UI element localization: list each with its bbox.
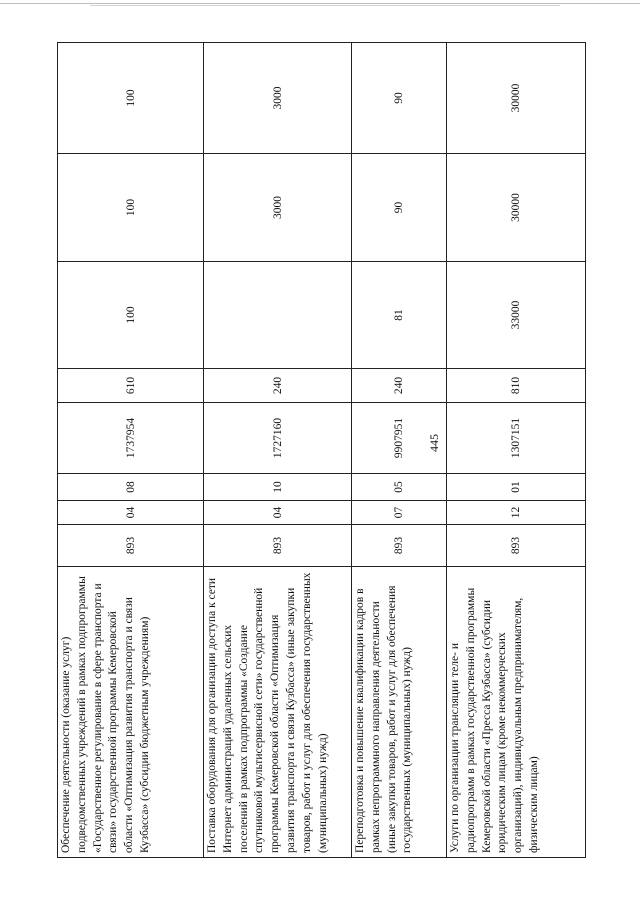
- amount-year-2: 30000: [447, 154, 586, 262]
- amount-year-1: 33000: [447, 262, 586, 369]
- row-description: Услуги по организации трансляции теле- и радиопрограмм в рамках государственной программы Кемеровской области «Пресса Кузбасса» (субсидии юридическим лицам (кроме некоммерческих организаций), индивидуальным предпринимателям, физическим лицам): [447, 567, 586, 858]
- top-rule-secondary: [90, 5, 560, 6]
- ministry-code: 893: [352, 525, 447, 567]
- section-code: 04: [58, 501, 204, 525]
- amount-year-3: 100: [58, 43, 204, 154]
- ministry-code: 893: [58, 525, 204, 567]
- table-row: [352, 43, 447, 858]
- amount-year-2: 100: [58, 154, 204, 262]
- expense-type-code: 810: [447, 369, 586, 403]
- budget-table: [57, 42, 586, 858]
- subsection-code: 10: [204, 474, 352, 501]
- table-row: [447, 43, 586, 858]
- amount-year-3: 90: [352, 43, 447, 154]
- amount-year-2: 3000: [204, 154, 352, 262]
- expense-type-code: 610: [58, 369, 204, 403]
- target-article-code: 1737954: [58, 403, 204, 474]
- amount-year-1: 81: [352, 262, 447, 369]
- row-description: Поставка оборудования для организации доступа к сети Интернет администраций удаленных сельских поселений в рамках подпрограммы «Создание спутниковой мультисервисной сети» государственной программы Кемеровской области «Оптимизация развития транспорта и связи Кузбасса» (иные закупки товаров, работ и услуг для обеспечения государственных (муниципальных) нужд): [204, 567, 352, 858]
- row-description: Обеспечение деятельности (оказание услуг) подведомственных учреждений в рамках подпрограммы «Государственное регулирование в сфере транспорта и связи» государственной программы Кемеровской области «Оптимизация развития транспорта и связи Кузбасса» (субсидии бюджетным учреждениям): [58, 567, 204, 858]
- row-description: Переподготовка и повышение квалификации кадров в рамках непрограммного направления деятельности (иные закупки товаров, работ и услуг для обеспечения государственных (муниципальных) нужд): [352, 567, 447, 858]
- subsection-code: 01: [447, 474, 586, 501]
- section-code: 04: [204, 501, 352, 525]
- section-code: 12: [447, 501, 586, 525]
- ministry-code: 893: [447, 525, 586, 567]
- target-article-code: 1727160: [204, 403, 352, 474]
- table-row: [204, 43, 352, 858]
- page-number: 445: [427, 434, 441, 452]
- subsection-code: 05: [352, 474, 447, 501]
- ministry-code: 893: [204, 525, 352, 567]
- amount-year-3: 3000: [204, 43, 352, 154]
- target-article-code: 1307151: [447, 403, 586, 474]
- table-row: [58, 43, 204, 858]
- top-rule: [0, 3, 640, 4]
- subsection-code: 08: [58, 474, 204, 501]
- amount-year-1: 100: [58, 262, 204, 369]
- expense-type-code: 240: [352, 369, 447, 403]
- amount-year-1: [204, 262, 352, 369]
- amount-year-2: 90: [352, 154, 447, 262]
- expense-type-code: 240: [204, 369, 352, 403]
- budget-table-rotated: [57, 43, 585, 858]
- section-code: 07: [352, 501, 447, 525]
- target-article-code: 9907951: [352, 403, 447, 474]
- amount-year-3: 30000: [447, 43, 586, 154]
